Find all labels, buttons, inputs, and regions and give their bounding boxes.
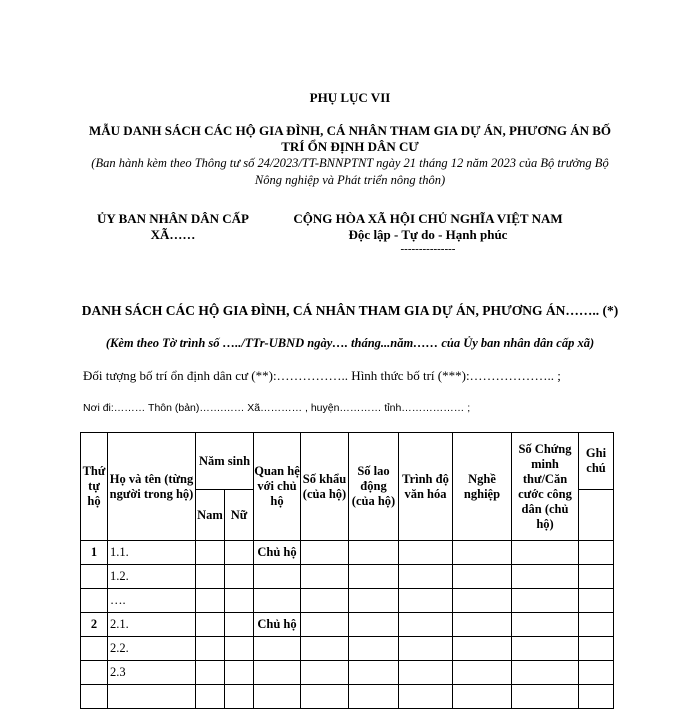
col-header-household-members: Số khẩu (của hộ): [301, 433, 349, 541]
col-header-relation: Quan hệ với chủ hộ: [254, 433, 301, 541]
household-members-cell: [301, 541, 349, 565]
row-number-cell: 1: [81, 541, 108, 565]
appendix-title: PHỤ LỤC VII: [309, 90, 391, 105]
member-name-cell: 1.1.: [108, 541, 196, 565]
occupation-cell: [453, 589, 512, 613]
relation-to-head-cell: [254, 565, 301, 589]
col-header-occupation: Nghề nghiệp: [453, 433, 512, 541]
education-level-cell: [399, 637, 453, 661]
household-table: [80, 432, 614, 709]
occupation-cell: [453, 637, 512, 661]
table-row: [81, 589, 614, 613]
relation-to-head-cell: [254, 661, 301, 685]
col-header-no: Thứ tự hộ: [81, 433, 108, 541]
occupation-cell: [453, 541, 512, 565]
authority-line-1: ỦY BAN NHÂN DÂN CẤP: [97, 211, 249, 226]
row-number-cell: 2: [81, 613, 108, 637]
occupation-cell: [453, 685, 512, 709]
laborers-cell: [349, 685, 399, 709]
household-rows: [81, 541, 614, 709]
col-header-note: Ghi chú: [579, 433, 614, 490]
laborers-cell: [349, 589, 399, 613]
table-row: [81, 637, 614, 661]
birth-year-male-cell: [196, 589, 225, 613]
col-header-female: Nữ: [225, 490, 254, 541]
table-row: [81, 661, 614, 685]
origin-place-line: Nơi đi:……… Thôn (bản)…….…… Xã………… , huyện………… tỉnh……………… ;: [83, 402, 471, 414]
row-number-cell: [81, 637, 108, 661]
row-number-cell: [81, 685, 108, 709]
note-cell: [579, 541, 614, 565]
table-row: [81, 685, 614, 709]
col-header-male: Nam: [196, 490, 225, 541]
issuing-authority: [88, 211, 258, 243]
table-row: [81, 613, 614, 637]
occupation-cell: [453, 565, 512, 589]
education-level-cell: [399, 589, 453, 613]
laborers-cell: [349, 661, 399, 685]
household-members-cell: [301, 589, 349, 613]
household-members-cell: [301, 637, 349, 661]
relation-to-head-cell: [254, 637, 301, 661]
col-header-id-number: Số Chứng minh thư/Căn cước công dân (chủ hộ): [512, 433, 579, 541]
birth-year-female-cell: [225, 589, 254, 613]
member-name-cell: 1.2.: [108, 565, 196, 589]
education-level-cell: [399, 565, 453, 589]
col-header-note-blank: [579, 490, 614, 541]
nation-name: CỘNG HÒA XÃ HỘI CHỦ NGHĨA VIỆT NAM: [293, 211, 563, 226]
col-header-laborers: Số lao động (của hộ): [349, 433, 399, 541]
household-members-cell: [301, 661, 349, 685]
education-level-cell: [399, 685, 453, 709]
note-cell: [579, 589, 614, 613]
birth-year-male-cell: [196, 541, 225, 565]
member-name-cell: 2.1.: [108, 613, 196, 637]
household-members-cell: [301, 565, 349, 589]
id-number-cell: [512, 541, 579, 565]
resettlement-target-line: Đối tượng bố trí ổn định dân cư (**):…………….. Hình thức bố trí (***):……………….. ;: [83, 368, 561, 383]
laborers-cell: [349, 613, 399, 637]
birth-year-male-cell: [196, 685, 225, 709]
table-row: [81, 541, 614, 565]
authority-line-2: XÃ……: [150, 227, 196, 242]
id-number-cell: [512, 661, 579, 685]
member-name-cell: 2.3: [108, 661, 196, 685]
note-cell: [579, 685, 614, 709]
member-name-cell: [108, 685, 196, 709]
laborers-cell: [349, 541, 399, 565]
occupation-cell: [453, 613, 512, 637]
member-name-cell: 2.2.: [108, 637, 196, 661]
education-level-cell: [399, 541, 453, 565]
birth-year-female-cell: [225, 685, 254, 709]
member-name-cell: ….: [108, 589, 196, 613]
household-members-cell: [301, 685, 349, 709]
table-row: [81, 565, 614, 589]
laborers-cell: [349, 565, 399, 589]
relation-to-head-cell: Chủ hộ: [254, 613, 301, 637]
note-cell: [579, 637, 614, 661]
motto-underline: ---------------: [400, 243, 456, 255]
birth-year-male-cell: [196, 661, 225, 685]
attachment-note: (Kèm theo Tờ trình số …../TTr-UBND ngày…. tháng...năm…… của Ủy ban nhân dân cấp xã): [105, 336, 595, 350]
national-header: [278, 211, 578, 255]
education-level-cell: [399, 661, 453, 685]
birth-year-male-cell: [196, 613, 225, 637]
form-title: MẪU DANH SÁCH CÁC HỘ GIA ĐÌNH, CÁ NHÂN THAM GIA DỰ ÁN, PHƯƠNG ÁN BỐ TRÍ ỔN ĐỊNH DÂN CƯ: [88, 123, 612, 154]
occupation-cell: [453, 661, 512, 685]
relation-to-head-cell: [254, 685, 301, 709]
id-number-cell: [512, 685, 579, 709]
row-number-cell: [81, 589, 108, 613]
note-cell: [579, 565, 614, 589]
birth-year-female-cell: [225, 637, 254, 661]
education-level-cell: [399, 613, 453, 637]
issuance-note: (Ban hành kèm theo Thông tư số 24/2023/TT-BNNPTNT ngày 21 tháng 12 năm 2023 của Bộ trưởng Bộ Nông nghiệp và Phát triển nông thôn): [91, 156, 609, 187]
national-motto: Độc lập - Tự do - Hạnh phúc: [348, 227, 508, 242]
col-header-name: Họ và tên (từng người trong hộ): [108, 433, 196, 541]
note-cell: [579, 613, 614, 637]
birth-year-male-cell: [196, 565, 225, 589]
relation-to-head-cell: Chủ hộ: [254, 541, 301, 565]
row-number-cell: [81, 565, 108, 589]
id-number-cell: [512, 589, 579, 613]
id-number-cell: [512, 613, 579, 637]
birth-year-female-cell: [225, 661, 254, 685]
household-members-cell: [301, 613, 349, 637]
id-number-cell: [512, 637, 579, 661]
col-header-birth-year: Năm sinh: [196, 433, 254, 490]
birth-year-female-cell: [225, 565, 254, 589]
id-number-cell: [512, 565, 579, 589]
list-title: DANH SÁCH CÁC HỘ GIA ĐÌNH, CÁ NHÂN THAM GIA DỰ ÁN, PHƯƠNG ÁN…….. (*): [81, 303, 619, 318]
birth-year-female-cell: [225, 541, 254, 565]
note-cell: [579, 661, 614, 685]
row-number-cell: [81, 661, 108, 685]
birth-year-female-cell: [225, 613, 254, 637]
laborers-cell: [349, 637, 399, 661]
relation-to-head-cell: [254, 589, 301, 613]
birth-year-male-cell: [196, 637, 225, 661]
col-header-education: Trình độ văn hóa: [399, 433, 453, 541]
